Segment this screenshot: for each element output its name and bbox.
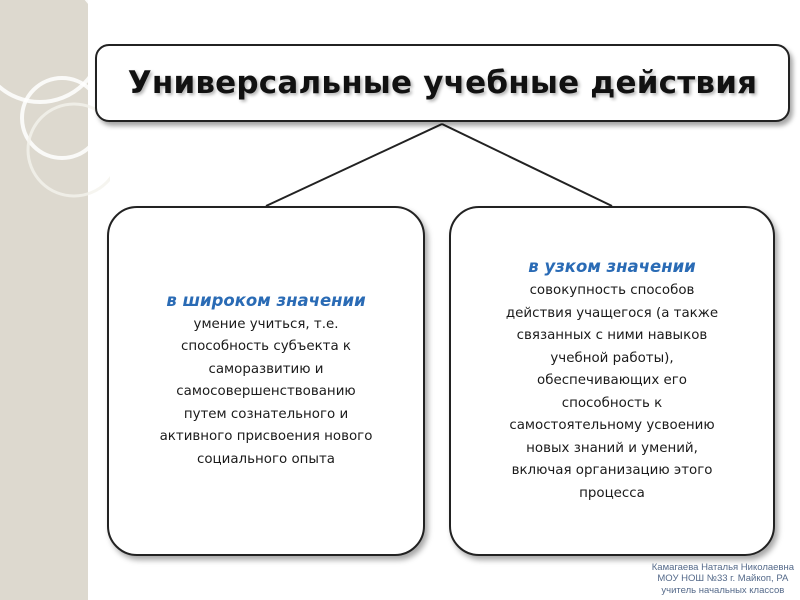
footer-school: МОУ НОШ №33 г. Майкоп, РА xyxy=(657,573,789,584)
author-footer xyxy=(652,562,794,597)
text-line: процесса xyxy=(579,485,645,501)
text-line: совокупность способов xyxy=(529,283,695,298)
text-line: учебной работы), xyxy=(550,350,674,366)
broad-meaning-text xyxy=(160,314,373,472)
text-line: способность субъекта к xyxy=(180,339,352,355)
page-title: Универсальные учебные действия xyxy=(127,65,758,101)
broad-meaning-card xyxy=(107,206,425,556)
text-line: активного присвоения нового xyxy=(159,429,373,445)
text-line: социального опыта xyxy=(196,451,335,467)
narrow-meaning-heading: в узком значении xyxy=(528,257,696,276)
broad-meaning-heading: в широком значении xyxy=(166,290,366,310)
text-line: самостоятельному усвоению xyxy=(509,418,715,433)
footer-role: учитель начальных классов xyxy=(661,584,785,596)
footer-author: Камагаева Наталья Николаевна xyxy=(651,561,794,573)
text-line: умение учиться, т.е. xyxy=(193,316,339,332)
narrow-meaning-text xyxy=(506,280,718,505)
text-line: саморазвитию и xyxy=(208,361,324,377)
text-line: путем сознательного и xyxy=(183,406,349,422)
text-line: включая организацию этого xyxy=(511,463,713,478)
text-line: обеспечивающих его xyxy=(537,373,687,388)
text-line: связанных с ними навыков xyxy=(516,328,708,343)
connector-right xyxy=(442,124,612,206)
connector-left xyxy=(266,124,442,206)
narrow-meaning-card xyxy=(449,206,775,556)
text-line: действия учащегося (а также xyxy=(505,305,719,321)
text-line: самосовершенствованию xyxy=(176,384,356,400)
text-line: новых знаний и умений, xyxy=(526,440,698,456)
title-box xyxy=(95,44,790,122)
text-line: способность к xyxy=(561,395,663,411)
